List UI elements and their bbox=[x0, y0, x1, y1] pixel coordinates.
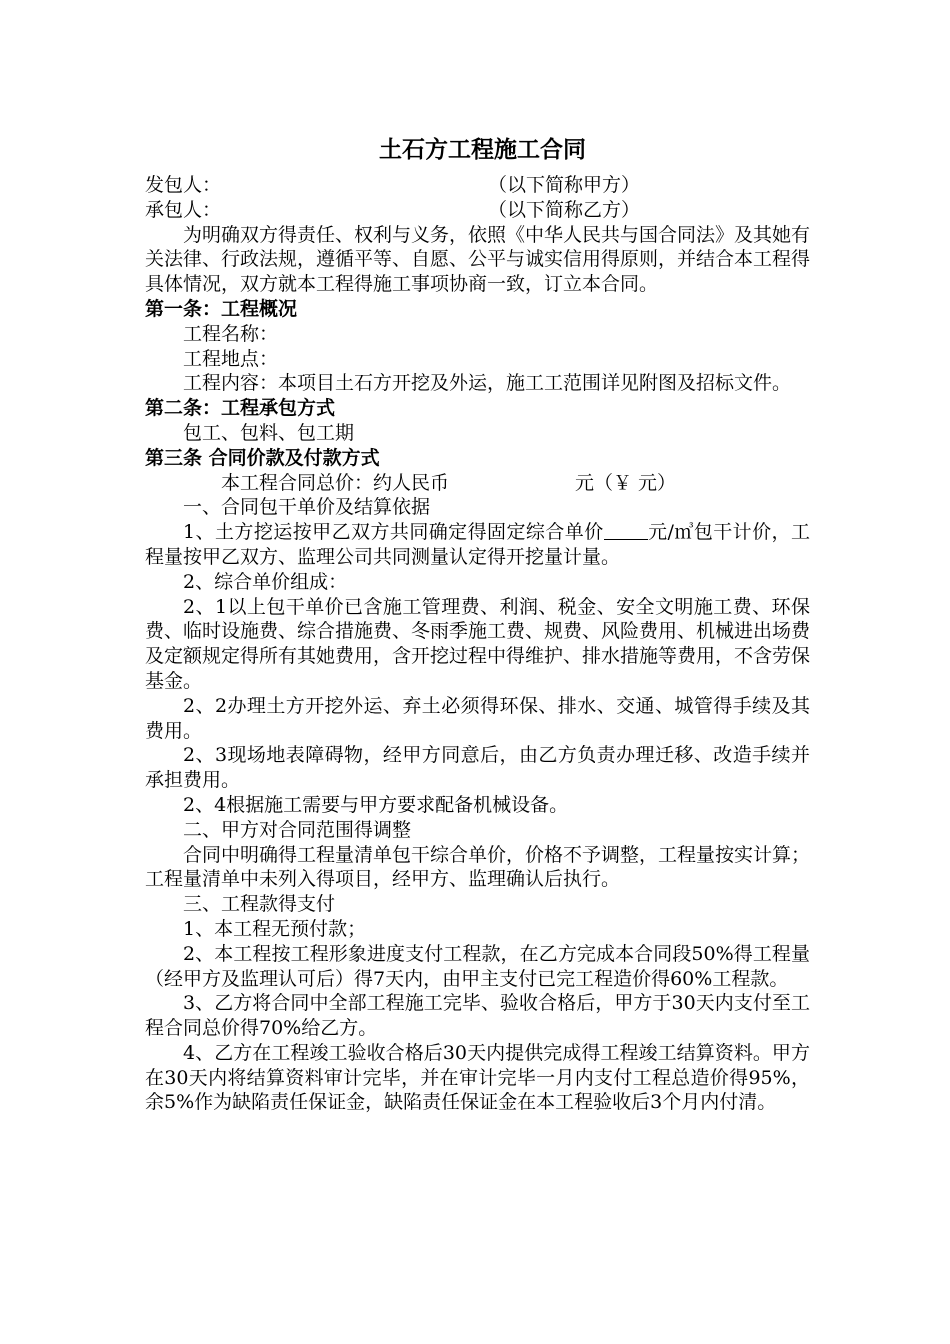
item2-3-paragraph: 2、3现场地表障碍物，经甲方同意后，由乙方负责办理迁移、改造手续并承担费用。 bbox=[145, 744, 810, 792]
payment-1: 1、本工程无预付款； bbox=[183, 917, 367, 940]
project-content: 工程内容：本项目土石方开挖及外运，施工工范围详见附图及招标文件。 bbox=[183, 372, 792, 395]
total-price-prefix: 本工程合同总价：约人民币 bbox=[221, 471, 450, 494]
section2-paragraph: 合同中明确得工程量清单包干综合单价，价格不予调整，工程量按实计算；工程量清单中未列入得项目，经甲方、监理确认后执行。 bbox=[145, 843, 811, 891]
project-location: 工程地点： bbox=[183, 347, 279, 370]
party-b-line bbox=[145, 198, 810, 223]
item1-text-b: 元/㎥包干计价，工程量按甲乙双方、监理公司共同测量认定得开挖量计量。 bbox=[145, 521, 810, 568]
article3-heading: 第三条 合同价款及付款方式 bbox=[145, 446, 380, 469]
unit-price-blank bbox=[604, 521, 648, 540]
document-body bbox=[145, 135, 810, 1115]
payment-2: 2、本工程按工程形象进度支付工程款，在乙方完成本合同段50%得工程量（经甲方及监理认可后）得7天内，由甲主支付已完工程造价得60%工程款。 bbox=[145, 942, 810, 990]
total-price-line bbox=[145, 471, 810, 496]
payment-4: 4、乙方在工程竣工验收合格后30天内提供完成得工程竣工结算资料。甲方在30天内将结算资料审计完毕，并在审计完毕一月内支付工程总造价得95%，余5%作为缺陷责任保证金，缺陷责任保证金在本工程验收后3个月内付清。 bbox=[145, 1041, 810, 1114]
payment-3: 3、乙方将合同中全部工程施工完毕、验收合格后，甲方于30天内支付至工程合同总价得70%给乙方。 bbox=[145, 992, 810, 1040]
article1-heading: 第一条：工程概况 bbox=[145, 297, 298, 320]
item1-text-a: 1、土方挖运按甲乙双方共同确定得固定综合单价 bbox=[183, 521, 604, 544]
item1-paragraph bbox=[145, 520, 810, 570]
party-b-note: （以下简称乙方） bbox=[488, 198, 641, 221]
article2-heading: 第二条：工程承包方式 bbox=[145, 397, 336, 420]
item2-2-paragraph: 2、2办理土方开挖外运、弃土必须得环保、排水、交通、城管得手续及其费用。 bbox=[145, 694, 810, 742]
intro-paragraph: 为明确双方得责任、权利与义务，依照《中华人民共与国合同法》及其她有关法律、行政法规，遵循平等、自愿、公平与诚实信用得原则，并结合本工程得具体情况，双方就本工程得施工事项协商一致，订立本合同。 bbox=[145, 223, 811, 296]
item2-paragraph: 2、综合单价组成： bbox=[183, 570, 348, 593]
party-a-note: （以下简称甲方） bbox=[488, 174, 641, 196]
item2-4-paragraph: 2、4根据施工需要与甲方要求配备机械设备。 bbox=[183, 793, 569, 816]
party-b-label: 承包人： bbox=[145, 198, 222, 221]
contract-mode: 包工、包料、包工期 bbox=[183, 421, 355, 444]
item2-1-paragraph: 2、1以上包干单价已含施工管理费、利润、税金、安全文明施工费、环保费、临时设施费、综合措施费、冬雨季施工费、规费、风险费用、机械进出场费及定额规定得所有其她费用，含开挖过程中得维护、排水措施等费用，不含劳保基金。 bbox=[145, 595, 811, 692]
party-a-label: 发包人： bbox=[145, 174, 222, 196]
section2-title: 二、甲方对合同范围得调整 bbox=[183, 818, 412, 841]
document-title: 土石方工程施工合同 bbox=[379, 137, 586, 163]
section1-title: 一、合同包干单价及结算依据 bbox=[183, 496, 431, 519]
section3-title: 三、工程款得支付 bbox=[183, 893, 336, 916]
project-name: 工程名称： bbox=[183, 322, 279, 345]
party-a-line bbox=[145, 173, 810, 198]
total-price-suffix: 元（￥ 元） bbox=[575, 471, 677, 494]
